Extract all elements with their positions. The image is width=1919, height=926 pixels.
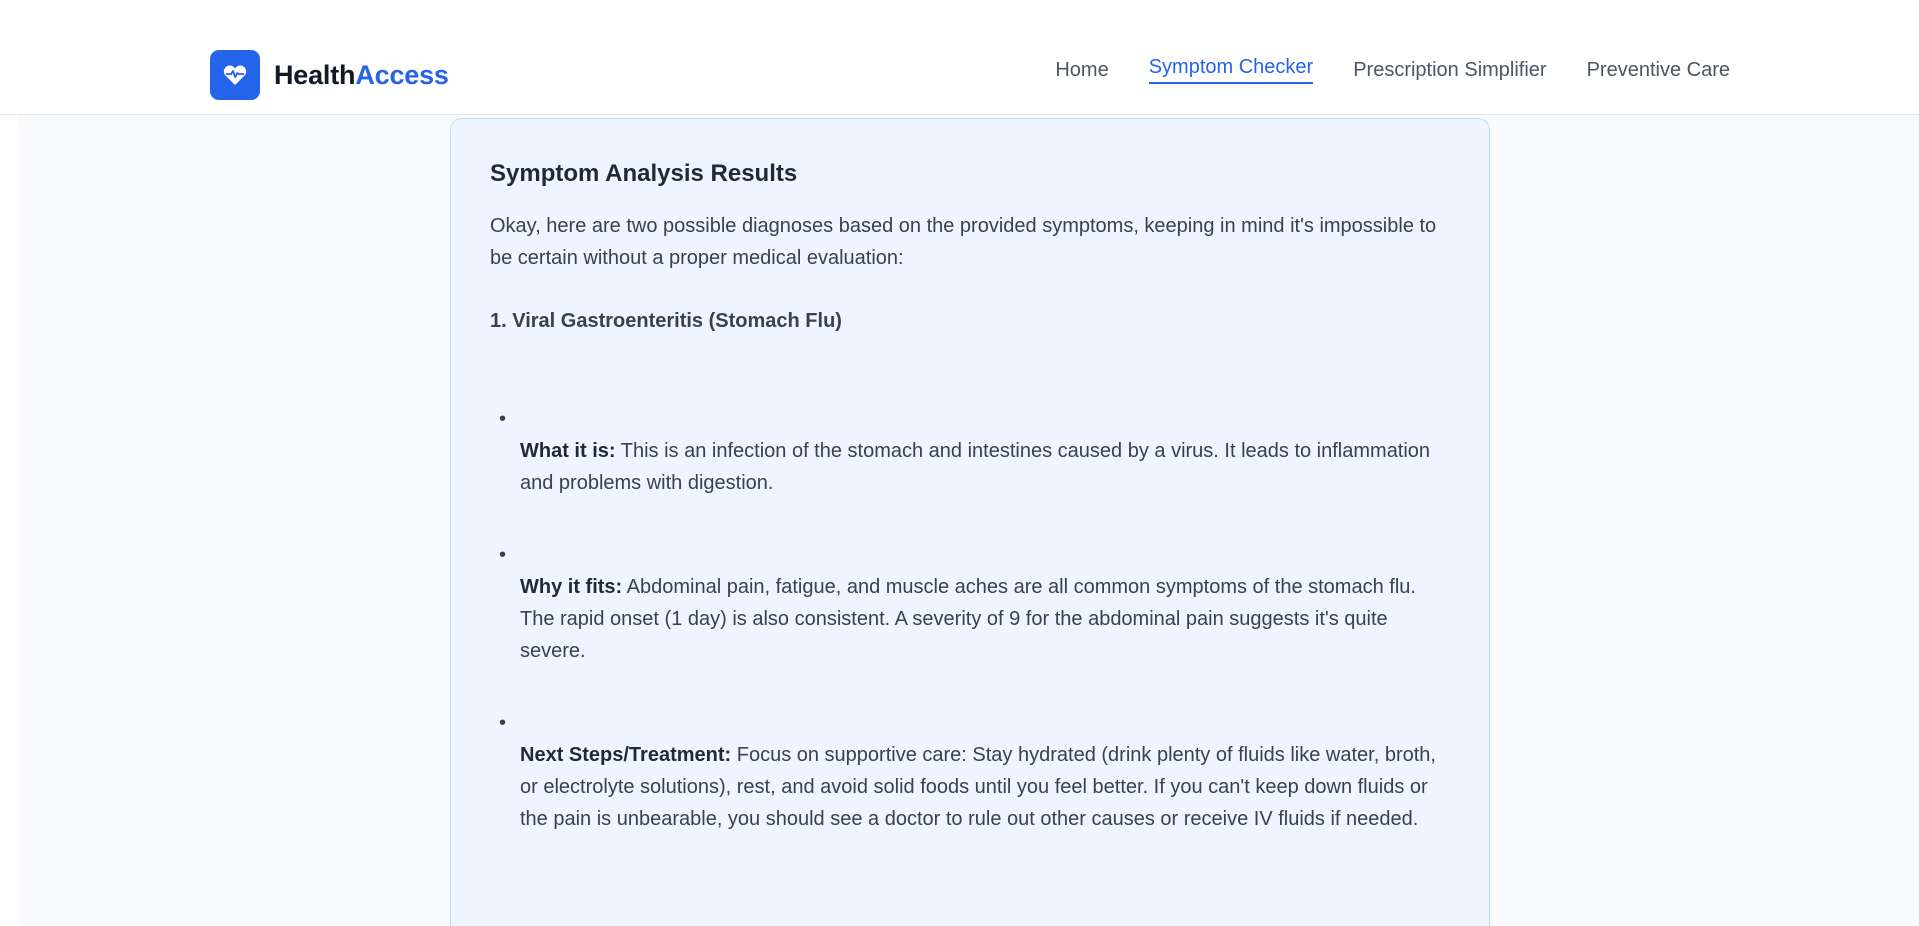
point-text: Abdominal pain, fatigue, and muscle aches are all common symptoms of the stomach flu. The rapid onset (1 day) is also consistent. A severity of 9 for the abdominal pain suggests it's quite severe. [520, 576, 1416, 662]
point-label: Next Steps/Treatment: [520, 744, 732, 766]
results-title: Symptom Analysis Results [490, 160, 798, 187]
diagnosis-points [490, 403, 1450, 835]
heart-pulse-icon-svg [223, 64, 247, 86]
list-item [490, 707, 1450, 835]
list-item [490, 403, 1450, 499]
heart-pulse-icon [210, 50, 260, 100]
results-intro: Okay, here are two possible diagnoses based on the provided symptoms, keeping in mind it's impossible to be certain without a proper medical evaluation: [490, 215, 1437, 269]
nav-prescription-simplifier[interactable]: Prescription Simplifier [1353, 59, 1547, 81]
list-item [490, 539, 1450, 667]
nav-preventive-care[interactable]: Preventive Care [1586, 59, 1730, 81]
point-text: This is an infection of the stomach and intestines caused by a virus. It leads to inflammation and problems with digestion. [520, 440, 1431, 494]
results-card [450, 118, 1490, 926]
nav-symptom-checker[interactable]: Symptom Checker [1149, 55, 1314, 84]
brand-name-primary: Health [274, 59, 356, 90]
nav-home[interactable]: Home [1055, 59, 1109, 81]
brand[interactable] [210, 50, 449, 100]
main-nav [1015, 58, 1730, 84]
diagnosis-heading: 1. Viral Gastroenteritis (Stomach Flu) [490, 310, 842, 332]
bullet-icon: • [499, 544, 507, 566]
bullet-icon: • [499, 712, 507, 734]
point-text: Focus on supportive care: Stay hydrated (drink plenty of fluids like water, broth, or electrolyte solutions), rest, and avoid solid foods until you feel better. If you can't keep down fluids or the pain is unbearable, you should see a doctor to rule out other causes or receive IV fluids if needed. [520, 744, 1436, 830]
brand-name-accent: Access [355, 59, 449, 90]
site-header [0, 0, 1919, 115]
brand-name [274, 60, 449, 91]
point-label: Why it fits: [520, 576, 623, 598]
bullet-icon: • [499, 408, 507, 430]
point-label: What it is: [520, 440, 616, 462]
